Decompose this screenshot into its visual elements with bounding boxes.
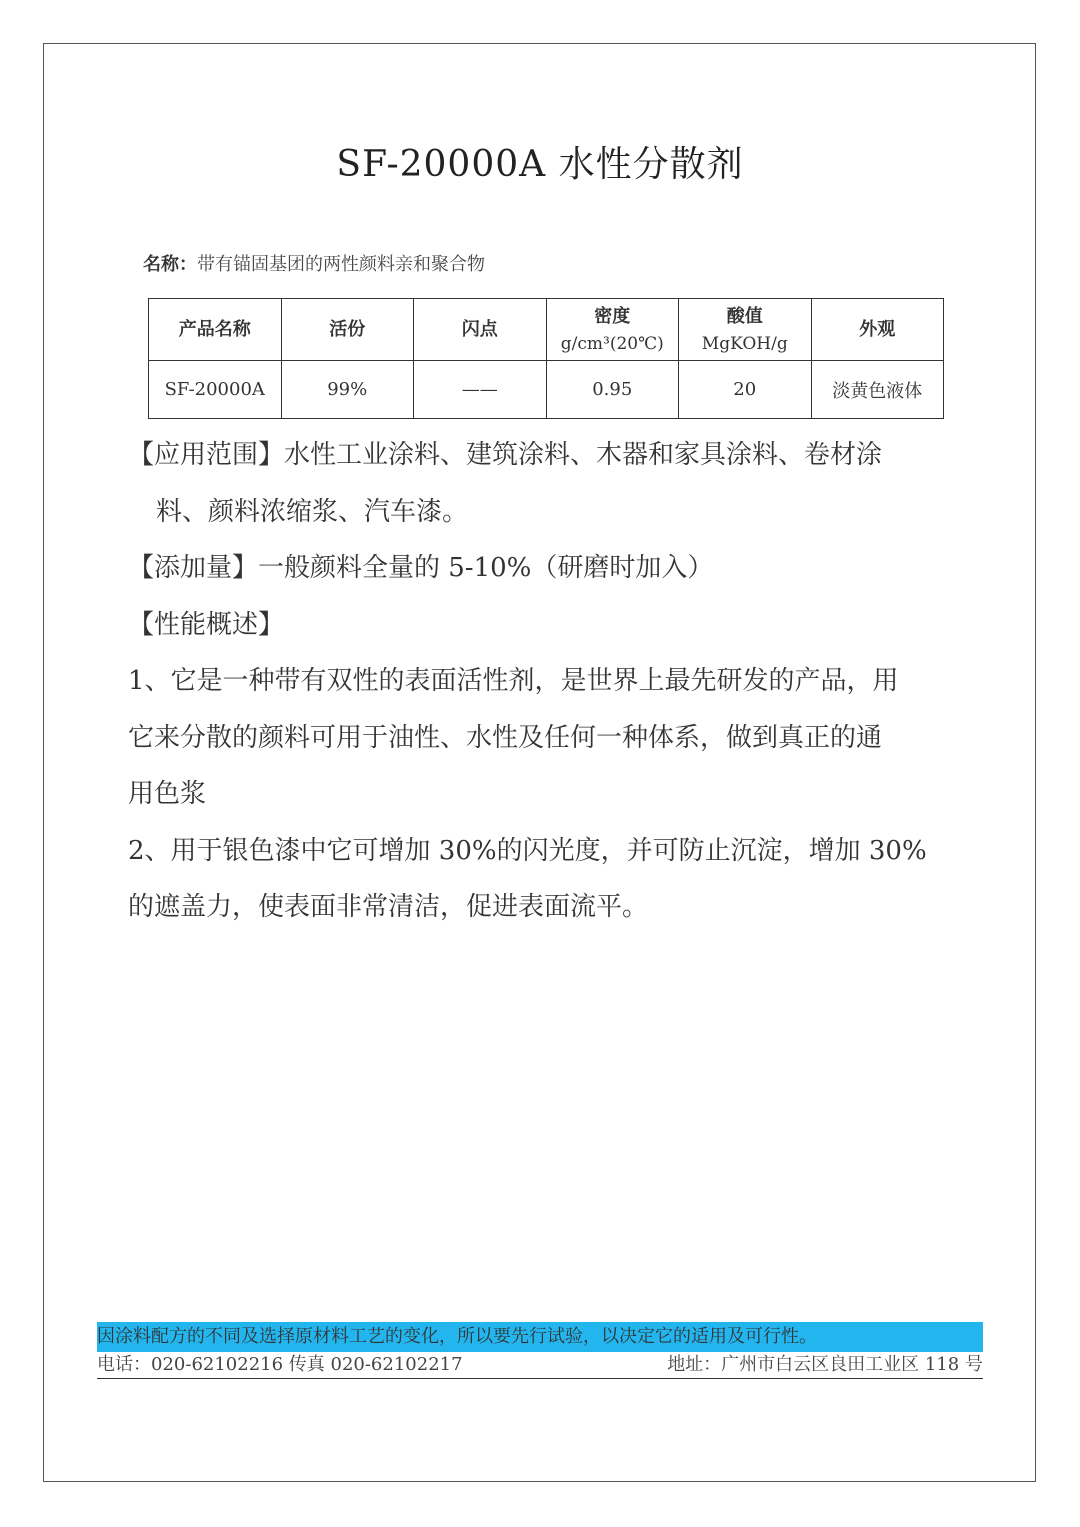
cell-appearance: 淡黄色液体 xyxy=(811,361,944,419)
point-2-line-1: 2、用于银色漆中它可增加 30%的闪光度，并可防止沉淀，增加 30% xyxy=(128,835,927,866)
cell-active-content: 99% xyxy=(281,361,414,419)
application-line-2: 料、颜料浓缩浆、汽车漆。 xyxy=(156,496,469,527)
table-row xyxy=(149,361,944,419)
footer-notice-bar: 因涂料配方的不同及选择原材料工艺的变化，所以要先行试验，以决定它的适用及可行性。 xyxy=(97,1322,983,1352)
performance-heading: 【性能概述】 xyxy=(128,609,285,640)
header-unit: g/cm³(20℃) xyxy=(560,333,664,354)
header-active-content xyxy=(281,299,414,361)
header-product-name xyxy=(149,299,282,361)
point-1-line-1: 1、它是一种带有双性的表面活性剂，是世界上最先研发的产品，用 xyxy=(128,666,899,696)
footer-address: 地址：广州市白云区良田工业区 118 号 xyxy=(667,1354,983,1375)
table-header-row xyxy=(149,299,944,361)
spec-table xyxy=(148,298,944,419)
header-label: 酸值 xyxy=(726,305,763,327)
cell-flash-point: —— xyxy=(414,361,547,419)
footer-contact xyxy=(97,1352,983,1379)
page-title: SF-20000A 水性分散剂 xyxy=(336,144,744,185)
cell-density: 0.95 xyxy=(546,361,679,419)
header-label: 闪点 xyxy=(461,318,498,340)
header-appearance xyxy=(811,299,944,361)
header-acid-value xyxy=(679,299,812,361)
name-value: 带有锚固基团的两性颜料亲和聚合物 xyxy=(197,254,485,275)
name-label: 名称： xyxy=(143,254,197,275)
header-unit: MgKOH/g xyxy=(701,333,788,354)
dosage-line: 【添加量】一般颜料全量的 5-10%（研磨时加入） xyxy=(128,553,714,583)
header-flash-point xyxy=(414,299,547,361)
product-name-line xyxy=(143,250,485,276)
header-label: 产品名称 xyxy=(178,318,251,340)
point-1-line-2: 它来分散的颜料可用于油性、水性及任何一种体系，做到真正的通 xyxy=(128,722,883,753)
header-label: 活份 xyxy=(329,318,366,340)
header-label: 密度 xyxy=(594,305,631,327)
header-label: 外观 xyxy=(859,318,896,340)
cell-product-name: SF-20000A xyxy=(149,361,282,419)
application-line-1: 【应用范围】水性工业涂料、建筑涂料、木器和家具涂料、卷材涂 xyxy=(128,440,883,470)
point-2-line-2: 的遮盖力，使表面非常清洁，促进表面流平。 xyxy=(128,892,649,922)
cell-acid-value: 20 xyxy=(679,361,812,419)
header-density xyxy=(546,299,679,361)
point-1-line-3: 用色浆 xyxy=(128,779,207,809)
body-content xyxy=(128,427,978,936)
footer-phone-fax: 电话：020-62102216 传真 020-62102217 xyxy=(97,1354,463,1375)
